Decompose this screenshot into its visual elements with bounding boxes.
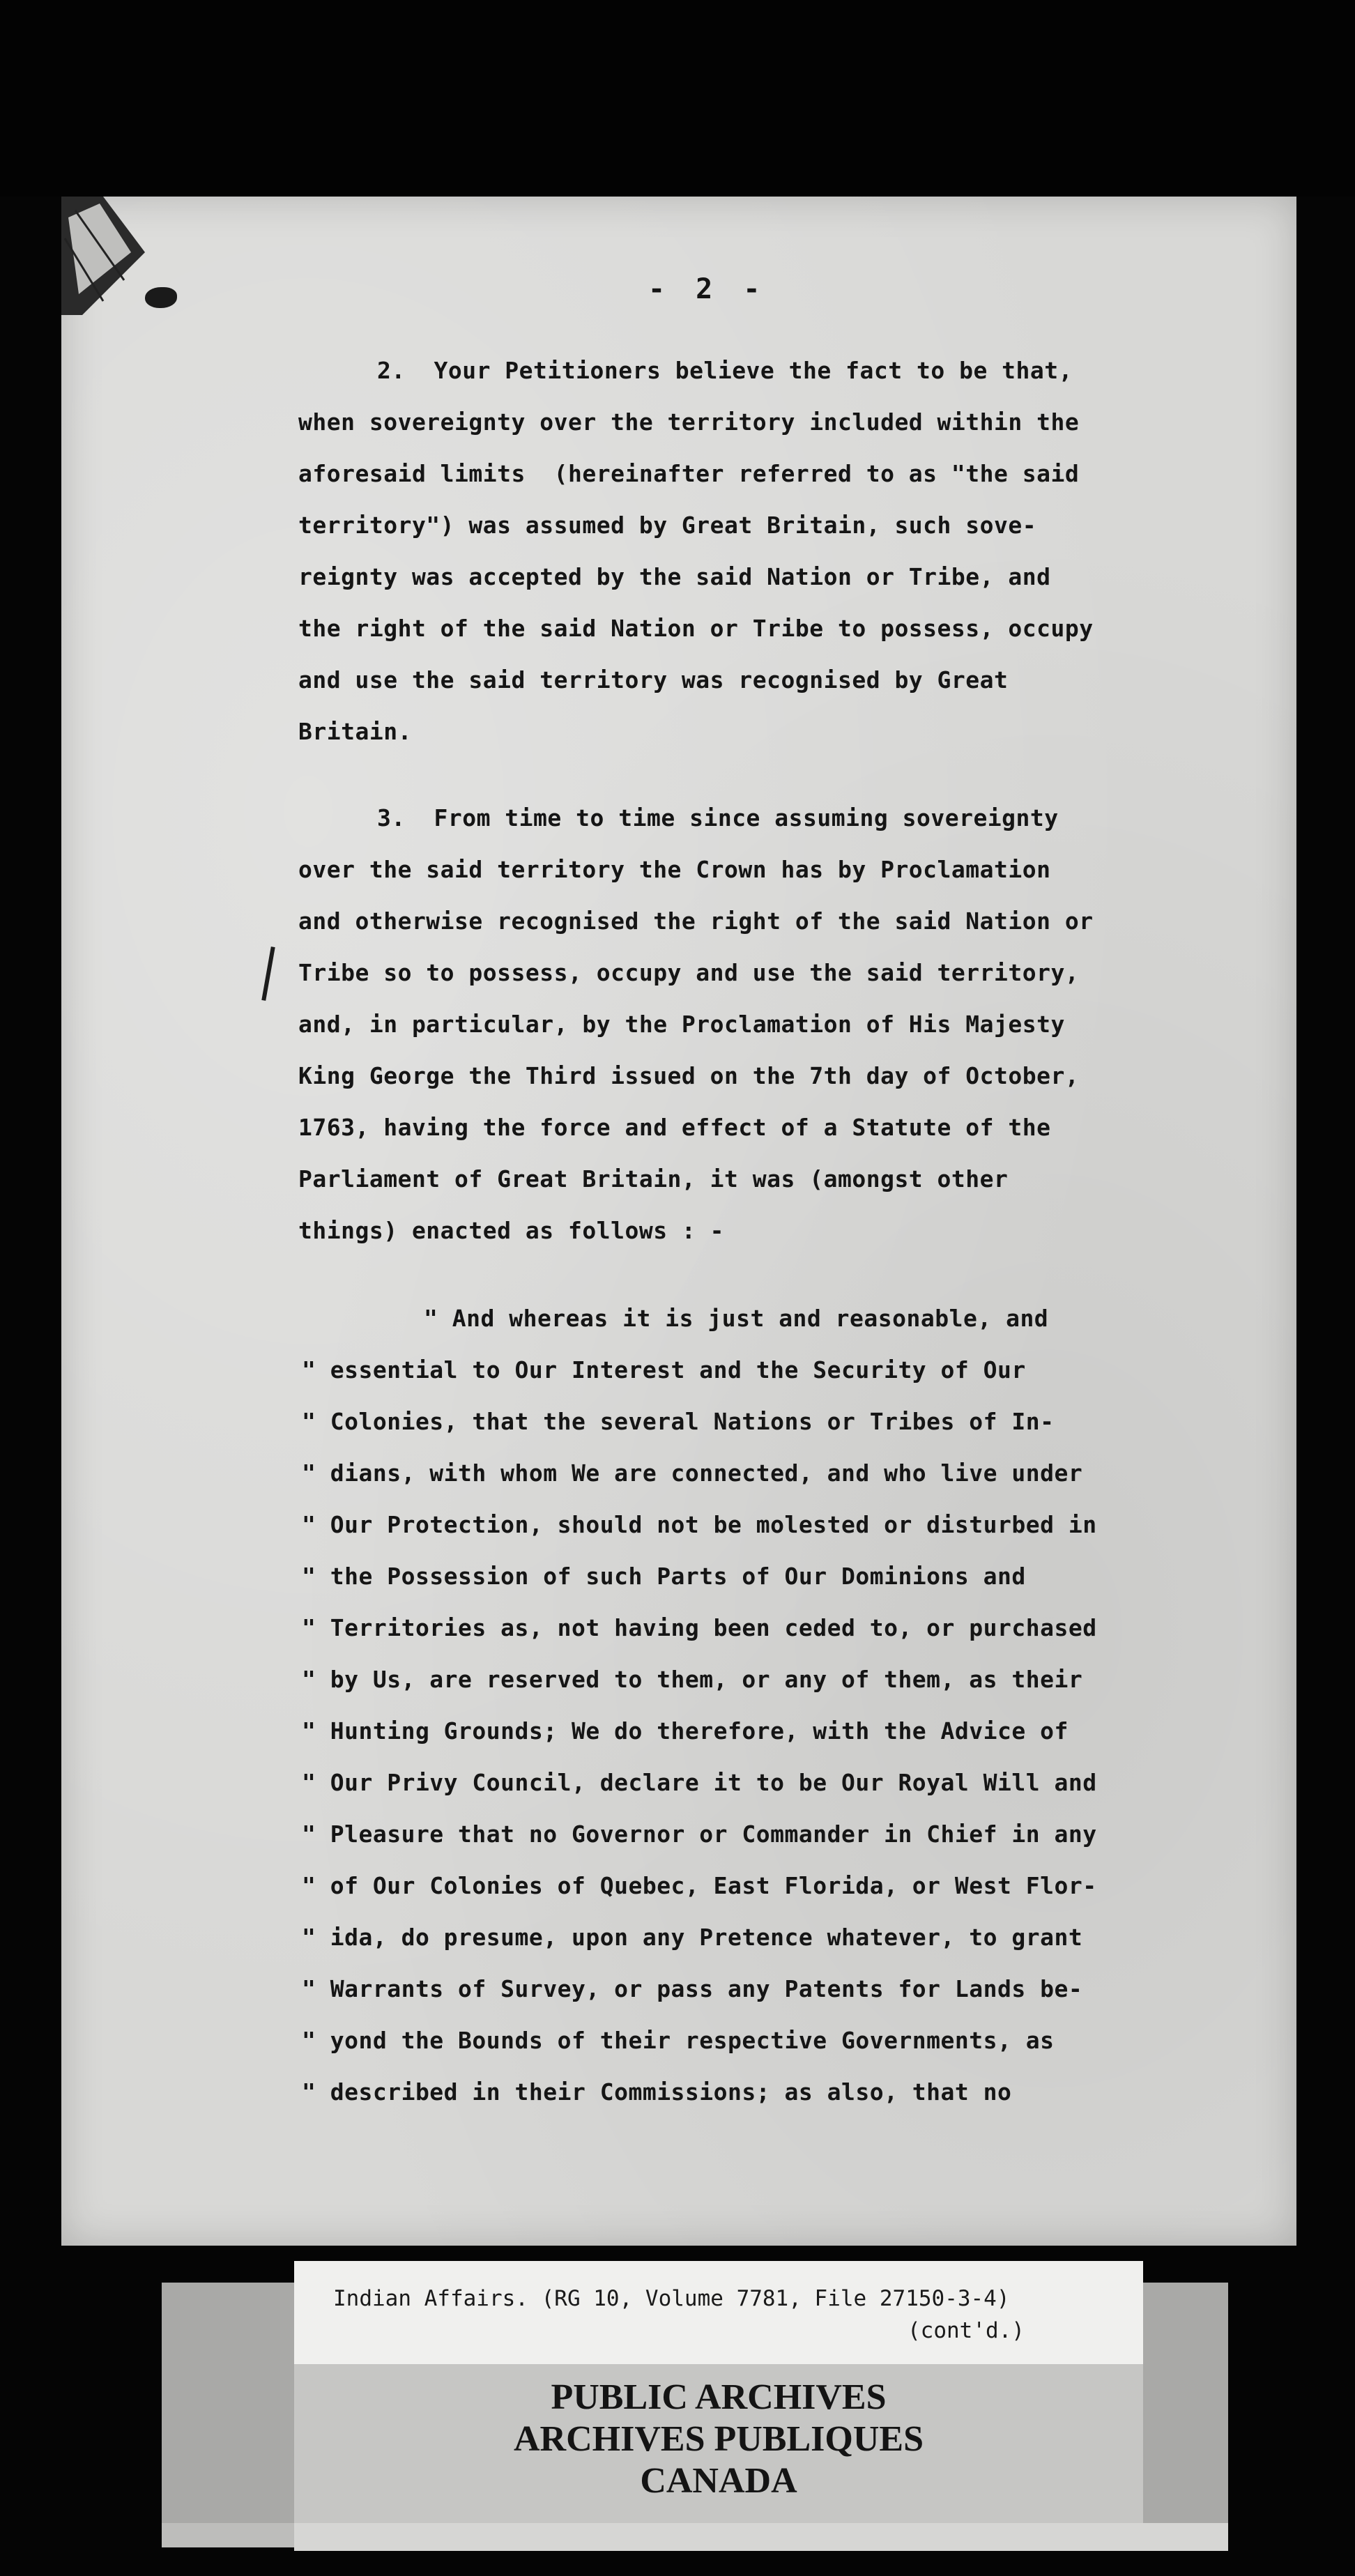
- text-line: 2. Your Petitioners believe the fact to be that,: [377, 357, 1073, 384]
- text-line: and use the said territory was recognised by Great: [298, 666, 1009, 693]
- quote-line: " Hunting Grounds; We do therefore, with the Advice of: [302, 1717, 1069, 1745]
- text-line: and otherwise recognised the right of the said Nation or: [298, 907, 1094, 935]
- label-strip-bottom: [294, 2523, 1228, 2551]
- stamp-line-country: CANADA: [640, 2461, 797, 2501]
- public-archives-stamp: [294, 2364, 1143, 2523]
- quote-line: " Warrants of Survey, or pass any Patents for Lands be-: [302, 1975, 1083, 2002]
- quote-line: " described in their Commissions; as also, that no: [302, 2078, 1012, 2106]
- text-line: 1763, having the force and effect of a Statute of the: [298, 1114, 1051, 1141]
- text-line: over the said territory the Crown has by Proclamation: [298, 856, 1051, 883]
- quote-line: " Our Protection, should not be molested or disturbed in: [302, 1511, 1097, 1538]
- text-line: things) enacted as follows : -: [298, 1217, 725, 1244]
- stamp-line-english: PUBLIC ARCHIVES: [551, 2377, 887, 2417]
- text-line: the right of the said Nation or Tribe to possess, occupy: [298, 615, 1094, 642]
- quote-line: " And whereas it is just and reasonable, and: [424, 1305, 1049, 1332]
- document-body: [61, 197, 1296, 2246]
- text-line: aforesaid limits (hereinafter referred to as "the said: [298, 460, 1080, 487]
- label-strip-left-edge: [162, 2283, 294, 2523]
- text-line: Parliament of Great Britain, it was (amongst other: [298, 1165, 1009, 1193]
- quote-line: " Our Privy Council, declare it to be Our Royal Will and: [302, 1769, 1097, 1796]
- text-line: 3. From time to time since assuming sovereignty: [377, 804, 1059, 831]
- quote-line: " Territories as, not having been ceded to, or purchased: [302, 1614, 1097, 1641]
- text-line: Britain.: [298, 718, 412, 745]
- text-line: and, in particular, by the Proclamation of His Majesty: [298, 1011, 1065, 1038]
- scanner-top-border: [0, 0, 1355, 197]
- quote-line: " the Possession of such Parts of Our Dominions and: [302, 1563, 1026, 1590]
- stamp-line-french: ARCHIVES PUBLIQUES: [513, 2419, 924, 2459]
- text-line: reignty was accepted by the said Nation or Tribe, and: [298, 563, 1051, 590]
- archive-reference-card: [294, 2261, 1143, 2364]
- quote-line: " by Us, are reserved to them, or any of them, as their: [302, 1666, 1083, 1693]
- quote-line: " yond the Bounds of their respective Governments, as: [302, 2027, 1055, 2054]
- quote-line: " of Our Colonies of Quebec, East Florida, or West Flor-: [302, 1872, 1097, 1899]
- quote-line: " Colonies, that the several Nations or Tribes of In-: [302, 1408, 1055, 1435]
- text-line: Tribe so to possess, occupy and use the said territory,: [298, 959, 1080, 986]
- archive-reference: Indian Affairs. (RG 10, Volume 7781, File 27150-3-4): [333, 2286, 1010, 2311]
- text-line: King George the Third issued on the 7th day of October,: [298, 1062, 1080, 1089]
- page-number: - 2 -: [648, 273, 767, 305]
- quote-line: " ida, do presume, upon any Pretence whatever, to grant: [302, 1924, 1083, 1951]
- quote-line: " essential to Our Interest and the Security of Our: [302, 1356, 1026, 1383]
- text-line: territory") was assumed by Great Britain, such sove-: [298, 512, 1037, 539]
- quote-line: " dians, with whom We are connected, and who live under: [302, 1459, 1083, 1487]
- archive-continued: (cont'd.): [908, 2318, 1025, 2343]
- text-line: when sovereignty over the territory included within the: [298, 408, 1080, 436]
- typed-document-page: [61, 197, 1296, 2246]
- label-strip-right-edge: [1143, 2283, 1228, 2523]
- quote-line: " Pleasure that no Governor or Commander in Chief in any: [302, 1820, 1097, 1848]
